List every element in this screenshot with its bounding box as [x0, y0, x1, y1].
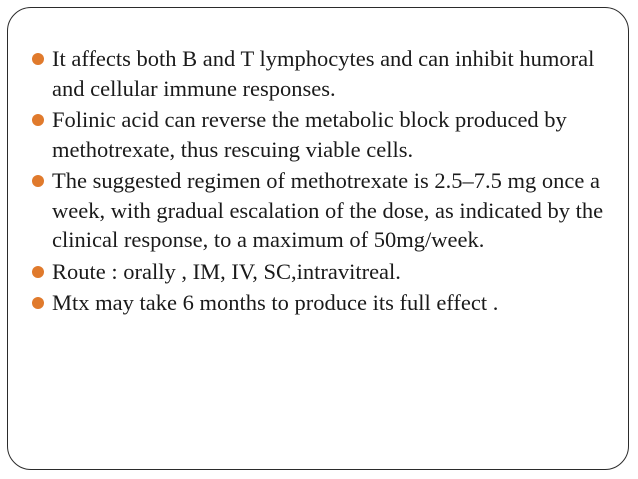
bullet-text: It affects both B and T lymphocytes and can inhibit humoral and cellular immune responses. [52, 46, 595, 101]
bullet-text: Mtx may take 6 months to produce its full effect . [52, 290, 499, 315]
bullet-dot-icon [32, 297, 44, 309]
bullet-item [32, 105, 612, 164]
bullet-dot-icon [32, 175, 44, 187]
bullet-list [32, 44, 612, 320]
bullet-text: The suggested regimen of methotrexate is 2.5–7.5 mg once a week, with gradual escalation of the dose, as indicated by the clinical response, to a maximum of 50mg/week. [52, 168, 604, 252]
bullet-item [32, 166, 612, 255]
bullet-dot-icon [32, 53, 44, 65]
bullet-item [32, 44, 612, 103]
bullet-dot-icon [32, 114, 44, 126]
bullet-text: Folinic acid can reverse the metabolic block produced by methotrexate, thus rescuing viable cells. [52, 107, 567, 162]
bullet-item [32, 257, 612, 287]
bullet-dot-icon [32, 266, 44, 278]
bullet-text: Route : orally , IM, IV, SC,intravitreal. [52, 258, 401, 284]
bullet-item [32, 288, 612, 318]
